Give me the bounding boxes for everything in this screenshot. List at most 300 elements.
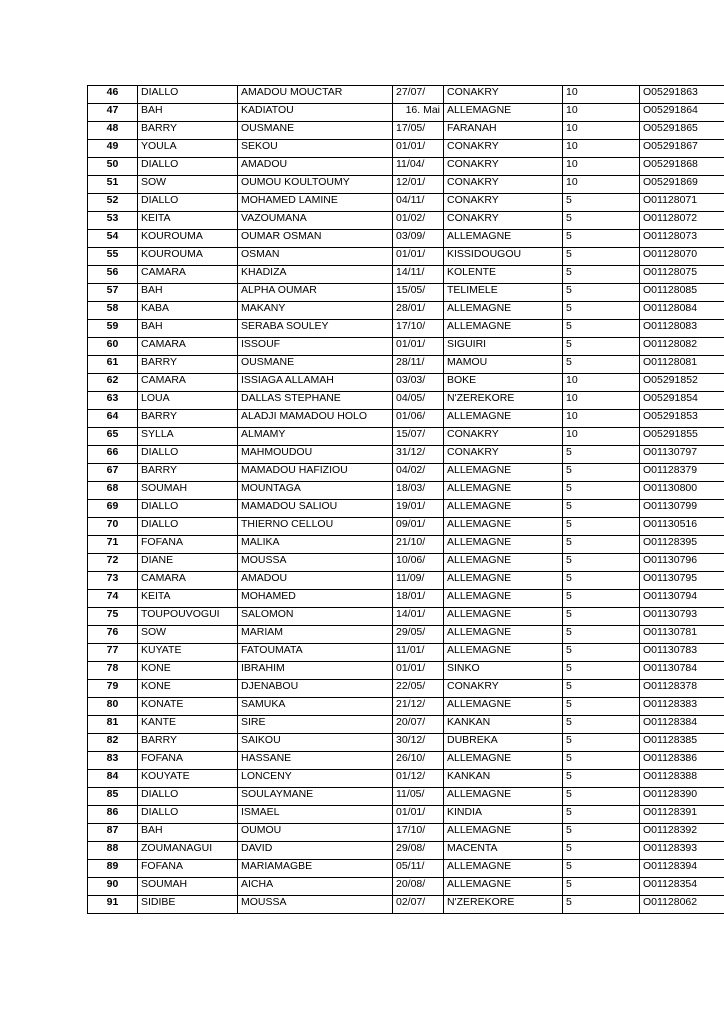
table-row bbox=[88, 248, 724, 266]
validity-cell: 5 bbox=[563, 734, 640, 752]
row-number-cell: 51 bbox=[88, 176, 138, 194]
table-row bbox=[88, 536, 724, 554]
first-name-cell: IBRAHIM bbox=[238, 662, 393, 680]
last-name-cell: SIDIBE bbox=[138, 896, 238, 914]
table-row bbox=[88, 752, 724, 770]
document-number-cell: O01128075 bbox=[640, 266, 724, 284]
birth-date-cell: 05/11/ bbox=[393, 860, 444, 878]
document-number-cell: O01128388 bbox=[640, 770, 724, 788]
first-name-cell: DAVID bbox=[238, 842, 393, 860]
last-name-cell: BARRY bbox=[138, 122, 238, 140]
birth-place-cell: ALLEMAGNE bbox=[444, 788, 563, 806]
first-name-cell: ISMAEL bbox=[238, 806, 393, 824]
birth-date-cell: 17/10/ bbox=[393, 824, 444, 842]
last-name-cell: SOW bbox=[138, 626, 238, 644]
last-name-cell: YOULA bbox=[138, 140, 238, 158]
birth-date-cell: 17/05/ bbox=[393, 122, 444, 140]
row-number-cell: 65 bbox=[88, 428, 138, 446]
document-number-cell: O01128081 bbox=[640, 356, 724, 374]
birth-place-cell: KINDIA bbox=[444, 806, 563, 824]
table-row bbox=[88, 230, 724, 248]
table-row bbox=[88, 158, 724, 176]
birth-date-cell: 18/01/ bbox=[393, 590, 444, 608]
validity-cell: 5 bbox=[563, 482, 640, 500]
document-number-cell: O01128390 bbox=[640, 788, 724, 806]
row-number-cell: 47 bbox=[88, 104, 138, 122]
document-number-cell: O01130797 bbox=[640, 446, 724, 464]
validity-cell: 10 bbox=[563, 122, 640, 140]
table-row bbox=[88, 266, 724, 284]
birth-date-cell: 01/01/ bbox=[393, 140, 444, 158]
row-number-cell: 52 bbox=[88, 194, 138, 212]
birth-place-cell: KOLENTE bbox=[444, 266, 563, 284]
birth-place-cell: ALLEMAGNE bbox=[444, 464, 563, 482]
birth-date-cell: 26/10/ bbox=[393, 752, 444, 770]
row-number-cell: 62 bbox=[88, 374, 138, 392]
birth-place-cell: CONAKRY bbox=[444, 446, 563, 464]
validity-cell: 10 bbox=[563, 374, 640, 392]
birth-place-cell: CONAKRY bbox=[444, 86, 563, 104]
birth-date-cell: 15/07/ bbox=[393, 428, 444, 446]
birth-place-cell: ALLEMAGNE bbox=[444, 482, 563, 500]
birth-date-cell: 20/08/ bbox=[393, 878, 444, 896]
table-row bbox=[88, 392, 724, 410]
validity-cell: 5 bbox=[563, 896, 640, 914]
table-row bbox=[88, 842, 724, 860]
document-number-cell: O01128354 bbox=[640, 878, 724, 896]
birth-place-cell: ALLEMAGNE bbox=[444, 554, 563, 572]
first-name-cell: OUSMANE bbox=[238, 122, 393, 140]
table-row bbox=[88, 608, 724, 626]
validity-cell: 5 bbox=[563, 572, 640, 590]
row-number-cell: 63 bbox=[88, 392, 138, 410]
last-name-cell: BAH bbox=[138, 284, 238, 302]
row-number-cell: 72 bbox=[88, 554, 138, 572]
validity-cell: 5 bbox=[563, 518, 640, 536]
birth-place-cell: SINKO bbox=[444, 662, 563, 680]
document-number-cell: O01128378 bbox=[640, 680, 724, 698]
birth-place-cell: ALLEMAGNE bbox=[444, 104, 563, 122]
document-number-cell: O05291853 bbox=[640, 410, 724, 428]
document-number-cell: O01128391 bbox=[640, 806, 724, 824]
table-row bbox=[88, 788, 724, 806]
first-name-cell: SAIKOU bbox=[238, 734, 393, 752]
last-name-cell: KEITA bbox=[138, 212, 238, 230]
last-name-cell: DIALLO bbox=[138, 518, 238, 536]
row-number-cell: 57 bbox=[88, 284, 138, 302]
birth-date-cell: 12/01/ bbox=[393, 176, 444, 194]
first-name-cell: FATOUMATA bbox=[238, 644, 393, 662]
document-number-cell: O01128073 bbox=[640, 230, 724, 248]
validity-cell: 5 bbox=[563, 266, 640, 284]
birth-place-cell: ALLEMAGNE bbox=[444, 644, 563, 662]
last-name-cell: TOUPOUVOGUI bbox=[138, 608, 238, 626]
row-number-cell: 91 bbox=[88, 896, 138, 914]
birth-place-cell: N'ZEREKORE bbox=[444, 392, 563, 410]
first-name-cell: MAMADOU HAFIZIOU bbox=[238, 464, 393, 482]
birth-date-cell: 29/05/ bbox=[393, 626, 444, 644]
birth-date-cell: 14/11/ bbox=[393, 266, 444, 284]
records-table bbox=[87, 85, 724, 914]
first-name-cell: VAZOUMANA bbox=[238, 212, 393, 230]
first-name-cell: AICHA bbox=[238, 878, 393, 896]
table-row bbox=[88, 518, 724, 536]
document-number-cell: O01130799 bbox=[640, 500, 724, 518]
birth-date-cell: 30/12/ bbox=[393, 734, 444, 752]
document-number-cell: O05291865 bbox=[640, 122, 724, 140]
birth-date-cell: 28/01/ bbox=[393, 302, 444, 320]
birth-place-cell: N'ZEREKORE bbox=[444, 896, 563, 914]
table-row bbox=[88, 500, 724, 518]
last-name-cell: FOFANA bbox=[138, 536, 238, 554]
last-name-cell: BARRY bbox=[138, 356, 238, 374]
first-name-cell: SIRE bbox=[238, 716, 393, 734]
validity-cell: 5 bbox=[563, 194, 640, 212]
last-name-cell: SOUMAH bbox=[138, 482, 238, 500]
row-number-cell: 59 bbox=[88, 320, 138, 338]
last-name-cell: BARRY bbox=[138, 410, 238, 428]
row-number-cell: 77 bbox=[88, 644, 138, 662]
birth-date-cell: 20/07/ bbox=[393, 716, 444, 734]
birth-place-cell: FARANAH bbox=[444, 122, 563, 140]
document-number-cell: O01130783 bbox=[640, 644, 724, 662]
table-row bbox=[88, 626, 724, 644]
row-number-cell: 80 bbox=[88, 698, 138, 716]
last-name-cell: BARRY bbox=[138, 464, 238, 482]
first-name-cell: KHADIZA bbox=[238, 266, 393, 284]
first-name-cell: AMADOU bbox=[238, 572, 393, 590]
table-row bbox=[88, 482, 724, 500]
birth-place-cell: CONAKRY bbox=[444, 680, 563, 698]
birth-date-cell: 01/06/ bbox=[393, 410, 444, 428]
validity-cell: 5 bbox=[563, 788, 640, 806]
birth-place-cell: CONAKRY bbox=[444, 140, 563, 158]
last-name-cell: BAH bbox=[138, 824, 238, 842]
row-number-cell: 76 bbox=[88, 626, 138, 644]
birth-date-cell: 11/01/ bbox=[393, 644, 444, 662]
document-number-cell: O01130796 bbox=[640, 554, 724, 572]
last-name-cell: BAH bbox=[138, 320, 238, 338]
last-name-cell: DIALLO bbox=[138, 788, 238, 806]
birth-date-cell: 19/01/ bbox=[393, 500, 444, 518]
validity-cell: 5 bbox=[563, 248, 640, 266]
validity-cell: 5 bbox=[563, 860, 640, 878]
birth-place-cell: MAMOU bbox=[444, 356, 563, 374]
row-number-cell: 84 bbox=[88, 770, 138, 788]
table-row bbox=[88, 572, 724, 590]
first-name-cell: ALADJI MAMADOU HOLO bbox=[238, 410, 393, 428]
row-number-cell: 56 bbox=[88, 266, 138, 284]
table-row bbox=[88, 86, 724, 104]
document-number-cell: O01128070 bbox=[640, 248, 724, 266]
first-name-cell: DALLAS STEPHANE bbox=[238, 392, 393, 410]
document-number-cell: O05291863 bbox=[640, 86, 724, 104]
validity-cell: 10 bbox=[563, 392, 640, 410]
first-name-cell: ISSOUF bbox=[238, 338, 393, 356]
validity-cell: 5 bbox=[563, 356, 640, 374]
validity-cell: 5 bbox=[563, 284, 640, 302]
document-number-cell: O01128384 bbox=[640, 716, 724, 734]
last-name-cell: BARRY bbox=[138, 734, 238, 752]
birth-date-cell: 01/01/ bbox=[393, 662, 444, 680]
validity-cell: 10 bbox=[563, 86, 640, 104]
first-name-cell: OUMOU bbox=[238, 824, 393, 842]
first-name-cell: MALIKA bbox=[238, 536, 393, 554]
first-name-cell: MAMADOU SALIOU bbox=[238, 500, 393, 518]
birth-place-cell: KANKAN bbox=[444, 770, 563, 788]
birth-place-cell: MACENTA bbox=[444, 842, 563, 860]
birth-date-cell: 04/05/ bbox=[393, 392, 444, 410]
birth-place-cell: CONAKRY bbox=[444, 212, 563, 230]
row-number-cell: 71 bbox=[88, 536, 138, 554]
validity-cell: 5 bbox=[563, 680, 640, 698]
birth-date-cell: 27/07/ bbox=[393, 86, 444, 104]
birth-date-cell: 01/01/ bbox=[393, 806, 444, 824]
table-row bbox=[88, 590, 724, 608]
row-number-cell: 69 bbox=[88, 500, 138, 518]
birth-place-cell: KISSIDOUGOU bbox=[444, 248, 563, 266]
validity-cell: 5 bbox=[563, 770, 640, 788]
first-name-cell: MOUNTAGA bbox=[238, 482, 393, 500]
document-number-cell: O01128383 bbox=[640, 698, 724, 716]
row-number-cell: 49 bbox=[88, 140, 138, 158]
table-row bbox=[88, 122, 724, 140]
document-number-cell: O01130800 bbox=[640, 482, 724, 500]
table-row bbox=[88, 320, 724, 338]
first-name-cell: OSMAN bbox=[238, 248, 393, 266]
last-name-cell: DIANE bbox=[138, 554, 238, 572]
last-name-cell: KOUROUMA bbox=[138, 248, 238, 266]
validity-cell: 10 bbox=[563, 176, 640, 194]
birth-place-cell: SIGUIRI bbox=[444, 338, 563, 356]
table-row bbox=[88, 374, 724, 392]
last-name-cell: KABA bbox=[138, 302, 238, 320]
row-number-cell: 50 bbox=[88, 158, 138, 176]
table-row bbox=[88, 212, 724, 230]
birth-place-cell: ALLEMAGNE bbox=[444, 860, 563, 878]
document-number-cell: O01128072 bbox=[640, 212, 724, 230]
table-row bbox=[88, 140, 724, 158]
first-name-cell: SEKOU bbox=[238, 140, 393, 158]
last-name-cell: CAMARA bbox=[138, 266, 238, 284]
last-name-cell: KONE bbox=[138, 680, 238, 698]
table-body bbox=[88, 86, 724, 914]
validity-cell: 5 bbox=[563, 842, 640, 860]
first-name-cell: KADIATOU bbox=[238, 104, 393, 122]
first-name-cell: SERABA SOULEY bbox=[238, 320, 393, 338]
row-number-cell: 64 bbox=[88, 410, 138, 428]
table-row bbox=[88, 356, 724, 374]
row-number-cell: 74 bbox=[88, 590, 138, 608]
birth-date-cell: 04/11/ bbox=[393, 194, 444, 212]
table-row bbox=[88, 860, 724, 878]
birth-place-cell: CONAKRY bbox=[444, 176, 563, 194]
validity-cell: 5 bbox=[563, 338, 640, 356]
birth-date-cell: 03/09/ bbox=[393, 230, 444, 248]
table-row bbox=[88, 734, 724, 752]
last-name-cell: ZOUMANAGUI bbox=[138, 842, 238, 860]
document-number-cell: O05291852 bbox=[640, 374, 724, 392]
first-name-cell: LONCENY bbox=[238, 770, 393, 788]
first-name-cell: MAHMOUDOU bbox=[238, 446, 393, 464]
birth-place-cell: ALLEMAGNE bbox=[444, 608, 563, 626]
first-name-cell: SALOMON bbox=[238, 608, 393, 626]
last-name-cell: KUYATE bbox=[138, 644, 238, 662]
row-number-cell: 60 bbox=[88, 338, 138, 356]
table-row bbox=[88, 896, 724, 914]
row-number-cell: 87 bbox=[88, 824, 138, 842]
birth-date-cell: 01/12/ bbox=[393, 770, 444, 788]
document-number-cell: O01128071 bbox=[640, 194, 724, 212]
table-row bbox=[88, 338, 724, 356]
birth-date-cell: 31/12/ bbox=[393, 446, 444, 464]
birth-place-cell: ALLEMAGNE bbox=[444, 230, 563, 248]
table-row bbox=[88, 770, 724, 788]
birth-date-cell: 01/02/ bbox=[393, 212, 444, 230]
last-name-cell: DIALLO bbox=[138, 806, 238, 824]
birth-date-cell: 29/08/ bbox=[393, 842, 444, 860]
document-number-cell: O01128082 bbox=[640, 338, 724, 356]
document-number-cell: O01130784 bbox=[640, 662, 724, 680]
first-name-cell: ALMAMY bbox=[238, 428, 393, 446]
validity-cell: 5 bbox=[563, 878, 640, 896]
row-number-cell: 53 bbox=[88, 212, 138, 230]
birth-place-cell: ALLEMAGNE bbox=[444, 752, 563, 770]
first-name-cell: HASSANE bbox=[238, 752, 393, 770]
last-name-cell: KONE bbox=[138, 662, 238, 680]
table-row bbox=[88, 716, 724, 734]
document-number-cell: O01128083 bbox=[640, 320, 724, 338]
first-name-cell: SAMUKA bbox=[238, 698, 393, 716]
validity-cell: 5 bbox=[563, 644, 640, 662]
table-row bbox=[88, 554, 724, 572]
table-row bbox=[88, 698, 724, 716]
validity-cell: 10 bbox=[563, 104, 640, 122]
document-number-cell: O05291867 bbox=[640, 140, 724, 158]
birth-place-cell: CONAKRY bbox=[444, 158, 563, 176]
document-number-cell: O01128394 bbox=[640, 860, 724, 878]
first-name-cell: AMADOU bbox=[238, 158, 393, 176]
birth-place-cell: ALLEMAGNE bbox=[444, 518, 563, 536]
last-name-cell: SYLLA bbox=[138, 428, 238, 446]
birth-place-cell: CONAKRY bbox=[444, 428, 563, 446]
first-name-cell: MOHAMED bbox=[238, 590, 393, 608]
validity-cell: 5 bbox=[563, 752, 640, 770]
last-name-cell: KOUROUMA bbox=[138, 230, 238, 248]
validity-cell: 5 bbox=[563, 608, 640, 626]
birth-place-cell: ALLEMAGNE bbox=[444, 320, 563, 338]
last-name-cell: FOFANA bbox=[138, 752, 238, 770]
birth-date-cell: 01/01/ bbox=[393, 338, 444, 356]
table-row bbox=[88, 428, 724, 446]
row-number-cell: 83 bbox=[88, 752, 138, 770]
row-number-cell: 88 bbox=[88, 842, 138, 860]
table-row bbox=[88, 104, 724, 122]
first-name-cell: AMADOU MOUCTAR bbox=[238, 86, 393, 104]
birth-date-cell: 22/05/ bbox=[393, 680, 444, 698]
birth-place-cell: ALLEMAGNE bbox=[444, 302, 563, 320]
first-name-cell: MOUSSA bbox=[238, 554, 393, 572]
last-name-cell: DIALLO bbox=[138, 86, 238, 104]
birth-date-cell: 11/05/ bbox=[393, 788, 444, 806]
birth-place-cell: ALLEMAGNE bbox=[444, 698, 563, 716]
validity-cell: 5 bbox=[563, 230, 640, 248]
first-name-cell: THIERNO CELLOU bbox=[238, 518, 393, 536]
birth-date-cell: 16. Mai bbox=[393, 104, 444, 122]
document-number-cell: O05291864 bbox=[640, 104, 724, 122]
validity-cell: 5 bbox=[563, 698, 640, 716]
table-row bbox=[88, 176, 724, 194]
table-row bbox=[88, 662, 724, 680]
row-number-cell: 75 bbox=[88, 608, 138, 626]
validity-cell: 5 bbox=[563, 662, 640, 680]
row-number-cell: 86 bbox=[88, 806, 138, 824]
row-number-cell: 48 bbox=[88, 122, 138, 140]
last-name-cell: DIALLO bbox=[138, 194, 238, 212]
document-number-cell: O05291855 bbox=[640, 428, 724, 446]
document-number-cell: O01128085 bbox=[640, 284, 724, 302]
row-number-cell: 81 bbox=[88, 716, 138, 734]
validity-cell: 5 bbox=[563, 824, 640, 842]
birth-date-cell: 21/10/ bbox=[393, 536, 444, 554]
row-number-cell: 70 bbox=[88, 518, 138, 536]
document-number-cell: O01130795 bbox=[640, 572, 724, 590]
validity-cell: 10 bbox=[563, 158, 640, 176]
document-number-cell: O01128386 bbox=[640, 752, 724, 770]
birth-date-cell: 03/03/ bbox=[393, 374, 444, 392]
validity-cell: 10 bbox=[563, 428, 640, 446]
birth-date-cell: 09/01/ bbox=[393, 518, 444, 536]
document-number-cell: O01128379 bbox=[640, 464, 724, 482]
row-number-cell: 90 bbox=[88, 878, 138, 896]
document-number-cell: O01130794 bbox=[640, 590, 724, 608]
document-number-cell: O01128062 bbox=[640, 896, 724, 914]
birth-date-cell: 10/06/ bbox=[393, 554, 444, 572]
row-number-cell: 58 bbox=[88, 302, 138, 320]
last-name-cell: LOUA bbox=[138, 392, 238, 410]
first-name-cell: OUSMANE bbox=[238, 356, 393, 374]
birth-place-cell: ALLEMAGNE bbox=[444, 536, 563, 554]
document-number-cell: O01128084 bbox=[640, 302, 724, 320]
last-name-cell: SOUMAH bbox=[138, 878, 238, 896]
row-number-cell: 68 bbox=[88, 482, 138, 500]
row-number-cell: 78 bbox=[88, 662, 138, 680]
birth-place-cell: KANKAN bbox=[444, 716, 563, 734]
document-number-cell: O01130793 bbox=[640, 608, 724, 626]
first-name-cell: MARIAMAGBE bbox=[238, 860, 393, 878]
last-name-cell: KONATE bbox=[138, 698, 238, 716]
validity-cell: 5 bbox=[563, 446, 640, 464]
table-row bbox=[88, 464, 724, 482]
birth-date-cell: 02/07/ bbox=[393, 896, 444, 914]
birth-date-cell: 15/05/ bbox=[393, 284, 444, 302]
document-number-cell: O01128385 bbox=[640, 734, 724, 752]
last-name-cell: KEITA bbox=[138, 590, 238, 608]
birth-place-cell: BOKE bbox=[444, 374, 563, 392]
birth-date-cell: 11/09/ bbox=[393, 572, 444, 590]
first-name-cell: MARIAM bbox=[238, 626, 393, 644]
row-number-cell: 55 bbox=[88, 248, 138, 266]
first-name-cell: SOULAYMANE bbox=[238, 788, 393, 806]
validity-cell: 5 bbox=[563, 626, 640, 644]
table-row bbox=[88, 644, 724, 662]
birth-place-cell: ALLEMAGNE bbox=[444, 500, 563, 518]
birth-place-cell: ALLEMAGNE bbox=[444, 824, 563, 842]
last-name-cell: CAMARA bbox=[138, 374, 238, 392]
row-number-cell: 46 bbox=[88, 86, 138, 104]
validity-cell: 5 bbox=[563, 716, 640, 734]
first-name-cell: MOHAMED LAMINE bbox=[238, 194, 393, 212]
